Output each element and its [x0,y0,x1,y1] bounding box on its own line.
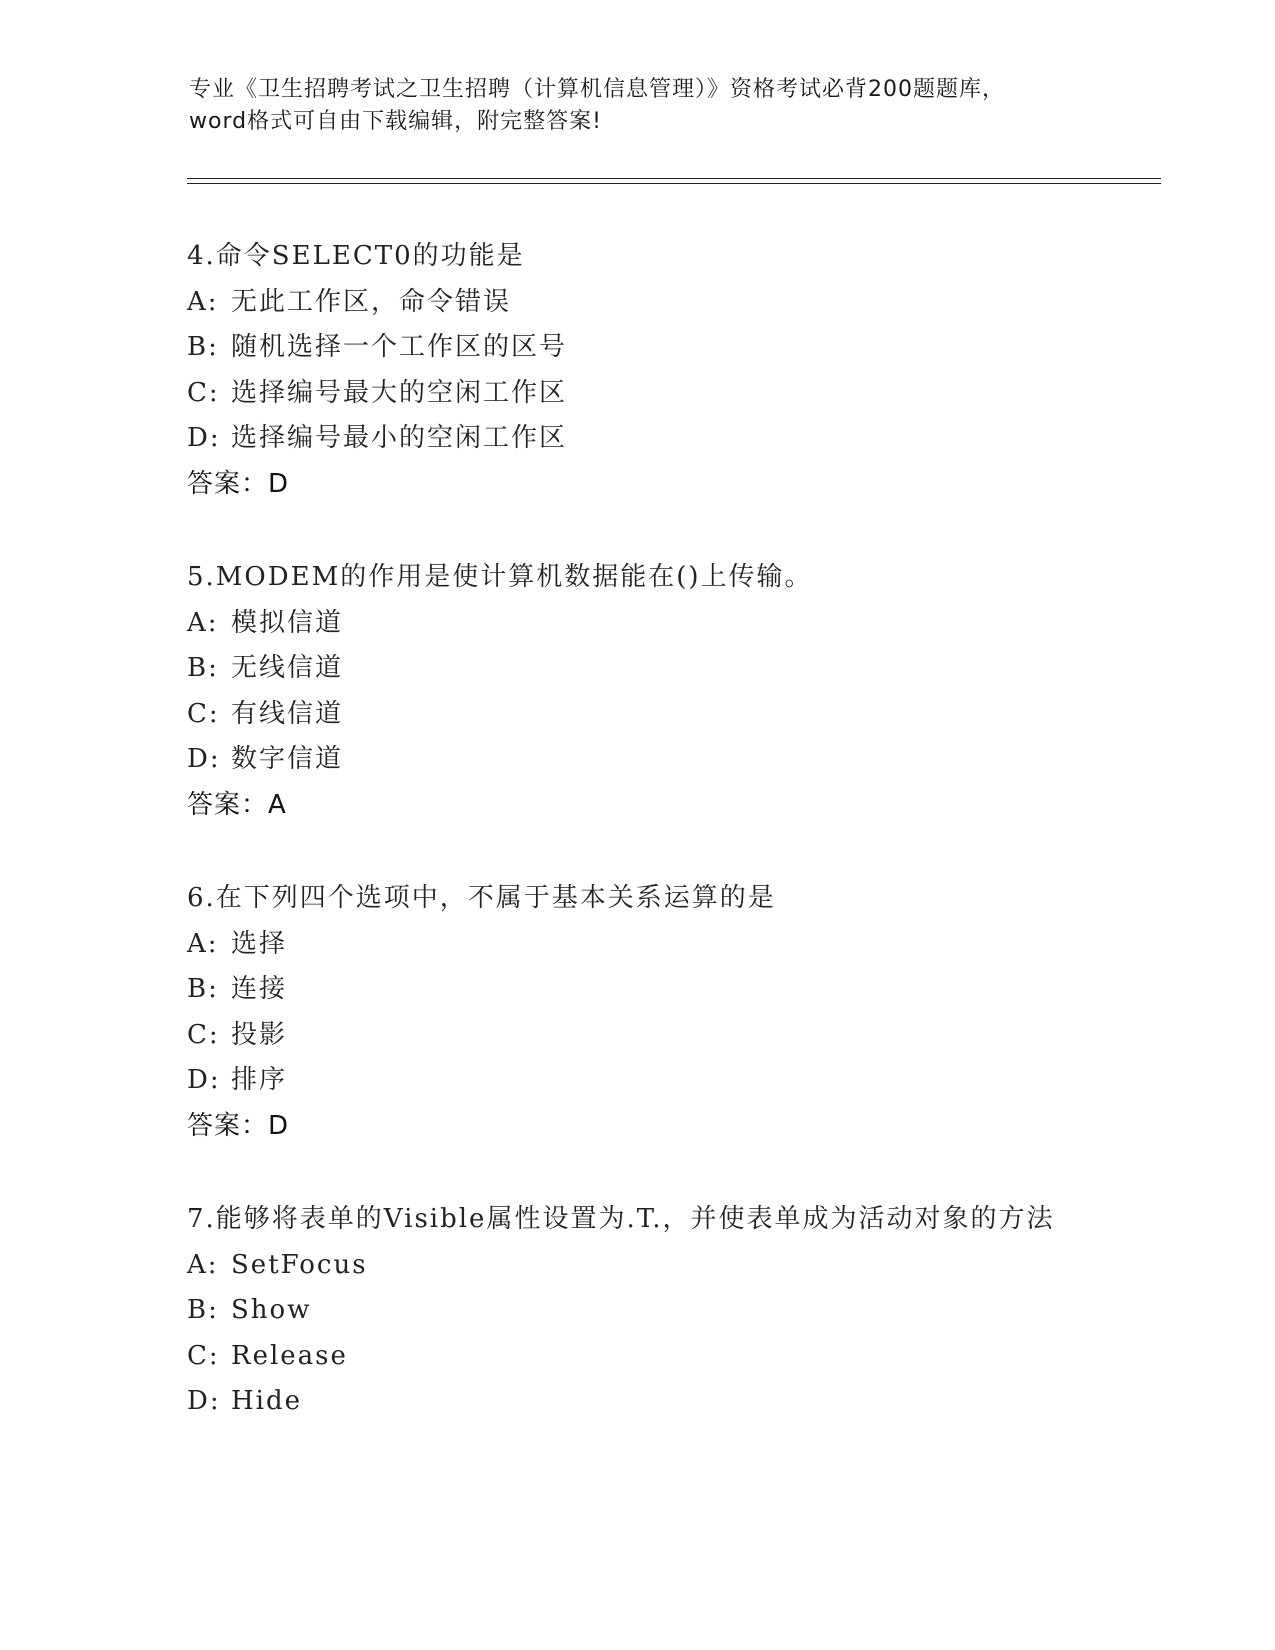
option-letter: B: [187,653,219,683]
option-letter: A: [187,928,219,959]
option-text: SetFocus [231,1249,368,1280]
option-text: 选择编号最小的空闲工作区 [231,423,568,453]
option-text: 随机选择一个工作区的区号 [231,332,568,362]
option-text: Show [231,1295,312,1325]
option-letter: A: [187,286,219,317]
option-a [187,922,1087,968]
option-d [187,737,1087,783]
document-header [189,74,1089,138]
option-text: Hide [231,1386,303,1416]
option-text: 数字信道 [231,744,344,774]
option-d [187,1379,1087,1425]
option-b [187,967,1087,1013]
question-stem: 5.MODEM的作用是使计算机数据能在()上传输。 [187,562,813,592]
option-c [187,1334,1087,1380]
option-text: 无线信道 [231,653,344,683]
option-letter: B: [187,974,219,1004]
option-text: Release [231,1340,348,1371]
question-7 [187,1197,1087,1425]
option-a [187,1243,1087,1289]
option-letter: D: [187,1386,221,1416]
option-text: 选择 [231,928,288,959]
question-stem: 6.在下列四个选项中，不属于基本关系运算的是 [187,883,776,913]
option-text: 模拟信道 [231,607,344,638]
answer-label: 答案：D [187,1110,290,1141]
option-b [187,325,1087,371]
question-4 [187,234,1087,507]
option-c [187,692,1087,738]
option-b [187,646,1087,692]
option-text: 排序 [231,1065,288,1095]
option-d [187,416,1087,462]
question-6 [187,876,1087,1149]
option-letter: D: [187,423,221,453]
answer-label: 答案：D [187,468,290,499]
option-letter: C: [187,698,220,729]
option-letter: C: [187,1019,220,1050]
option-letter: B: [187,332,219,362]
option-text: 连接 [231,974,288,1004]
question-stem: 7.能够将表单的Visible属性设置为.T.，并使表单成为活动对象的方法 [187,1204,1055,1234]
option-b [187,1288,1087,1334]
option-letter: C: [187,377,220,408]
option-text: 无此工作区，命令错误 [231,286,512,317]
answer-label: 答案：A [187,789,287,820]
option-a [187,601,1087,647]
option-text: 选择编号最大的空闲工作区 [231,377,568,408]
option-d [187,1058,1087,1104]
header-divider-top [187,178,1161,179]
option-letter: A: [187,607,219,638]
option-text: 有线信道 [231,698,344,729]
option-letter: B: [187,1295,219,1325]
option-c [187,1013,1087,1059]
option-c [187,371,1087,417]
option-letter: D: [187,1065,221,1095]
question-5 [187,555,1087,828]
option-letter: D: [187,744,221,774]
question-stem: 4.命令SELECT0的功能是 [187,241,525,271]
header-line-1: 专业《卫生招聘考试之卫生招聘（计算机信息管理）》资格考试必背200题题库， [189,77,1005,102]
option-letter: A: [187,1249,219,1280]
option-a [187,280,1087,326]
header-divider-bottom [187,183,1161,184]
option-letter: C: [187,1340,220,1371]
header-line-2: word格式可自由下载编辑，附完整答案! [189,109,602,134]
option-text: 投影 [231,1019,288,1050]
